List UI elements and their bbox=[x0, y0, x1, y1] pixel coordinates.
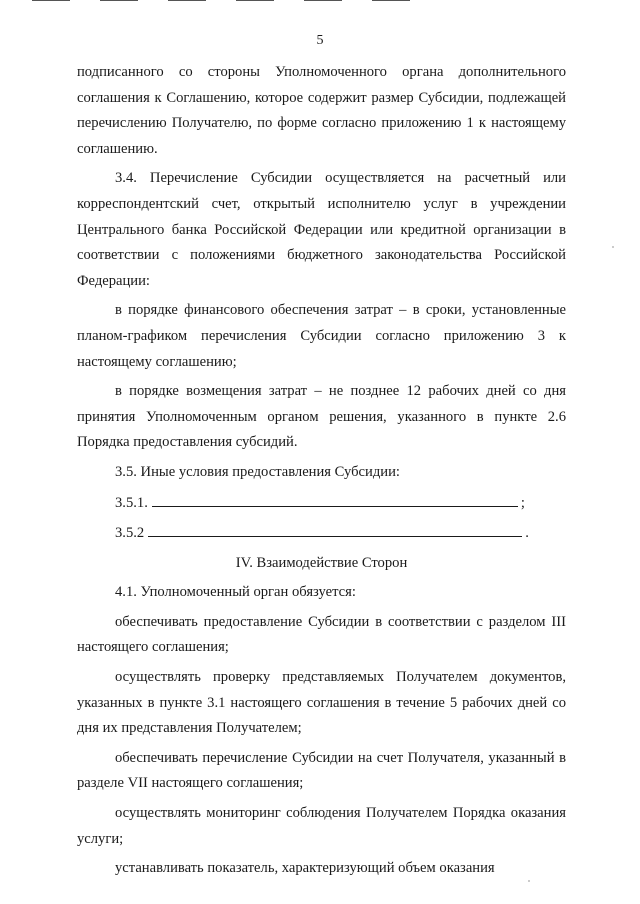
paragraph-indicator: устанавливать показатель, характеризующий объем оказания bbox=[115, 860, 495, 877]
paragraph-3-4: 3.4. Перечисление Субсидии осуществляется на расчетный или корреспондентский счет, открытый исполнителю услуг в учреждении Центрального банка Российской Федерации или кредитной организации в соответствии с положениями бюджетного законодательства Российской Федерации: bbox=[77, 170, 566, 289]
fill-blank-line bbox=[148, 520, 522, 537]
paragraph-monitoring: осуществлять мониторинг соблюдения Получателем Порядка оказания услуги; bbox=[77, 805, 566, 847]
scan-speck bbox=[612, 246, 614, 248]
fill-item-end: ; bbox=[520, 494, 525, 511]
paragraph-transfer: обеспечивать перечисление Субсидии на счет Получателя, указанный в разделе VII настоящего соглашения; bbox=[77, 749, 566, 792]
fill-item-end: . bbox=[525, 525, 529, 542]
paragraph-reimbursement: в порядке возмещения затрат – не позднее 12 рабочих дней со дня принятия Уполномоченным органом решения, указанного в пункте 2.6 Порядка предоставления субсидий. bbox=[77, 383, 566, 451]
fill-blank-line bbox=[152, 490, 518, 507]
fill-item-label: 3.5.2 bbox=[115, 525, 145, 542]
section-heading: IV. Взаимодействие Сторон bbox=[235, 554, 408, 571]
document-body bbox=[77, 60, 566, 882]
fill-item-3-5-2 bbox=[77, 520, 566, 547]
paragraph-4-1: 4.1. Уполномоченный орган обязуется: bbox=[115, 584, 356, 601]
fill-item-label: 3.5.1. bbox=[115, 494, 148, 511]
paragraph-3-5: 3.5. Иные условия предоставления Субсидии: bbox=[115, 463, 400, 480]
fill-item-3-5-1 bbox=[77, 490, 566, 517]
page-number: 5 bbox=[316, 33, 324, 48]
paragraph-check-documents: осуществлять проверку представляемых Получателем документов, указанных в пункте 3.1 настоящего соглашения в течение 5 рабочих дней со дня их представления Получателем; bbox=[77, 669, 566, 737]
scan-top-marks bbox=[32, 0, 410, 3]
paragraph-financing: в порядке финансового обеспечения затрат – в сроки, установленные планом-графиком перечисления Субсидии согласно приложению 3 к настоящему соглашению; bbox=[77, 302, 566, 370]
paragraph-provide-subsidy: обеспечивать предоставление Субсидии в соответствии с разделом III настоящего соглашения; bbox=[77, 613, 566, 656]
scan-speck bbox=[528, 880, 530, 882]
paragraph-continuation: подписанного со стороны Уполномоченного органа дополнительного соглашения к Соглашению, которое содержит размер Субсидии, подлежащей перечислению Получателю, по форме согласно приложению 1 к настоящему соглашению. bbox=[77, 64, 566, 157]
